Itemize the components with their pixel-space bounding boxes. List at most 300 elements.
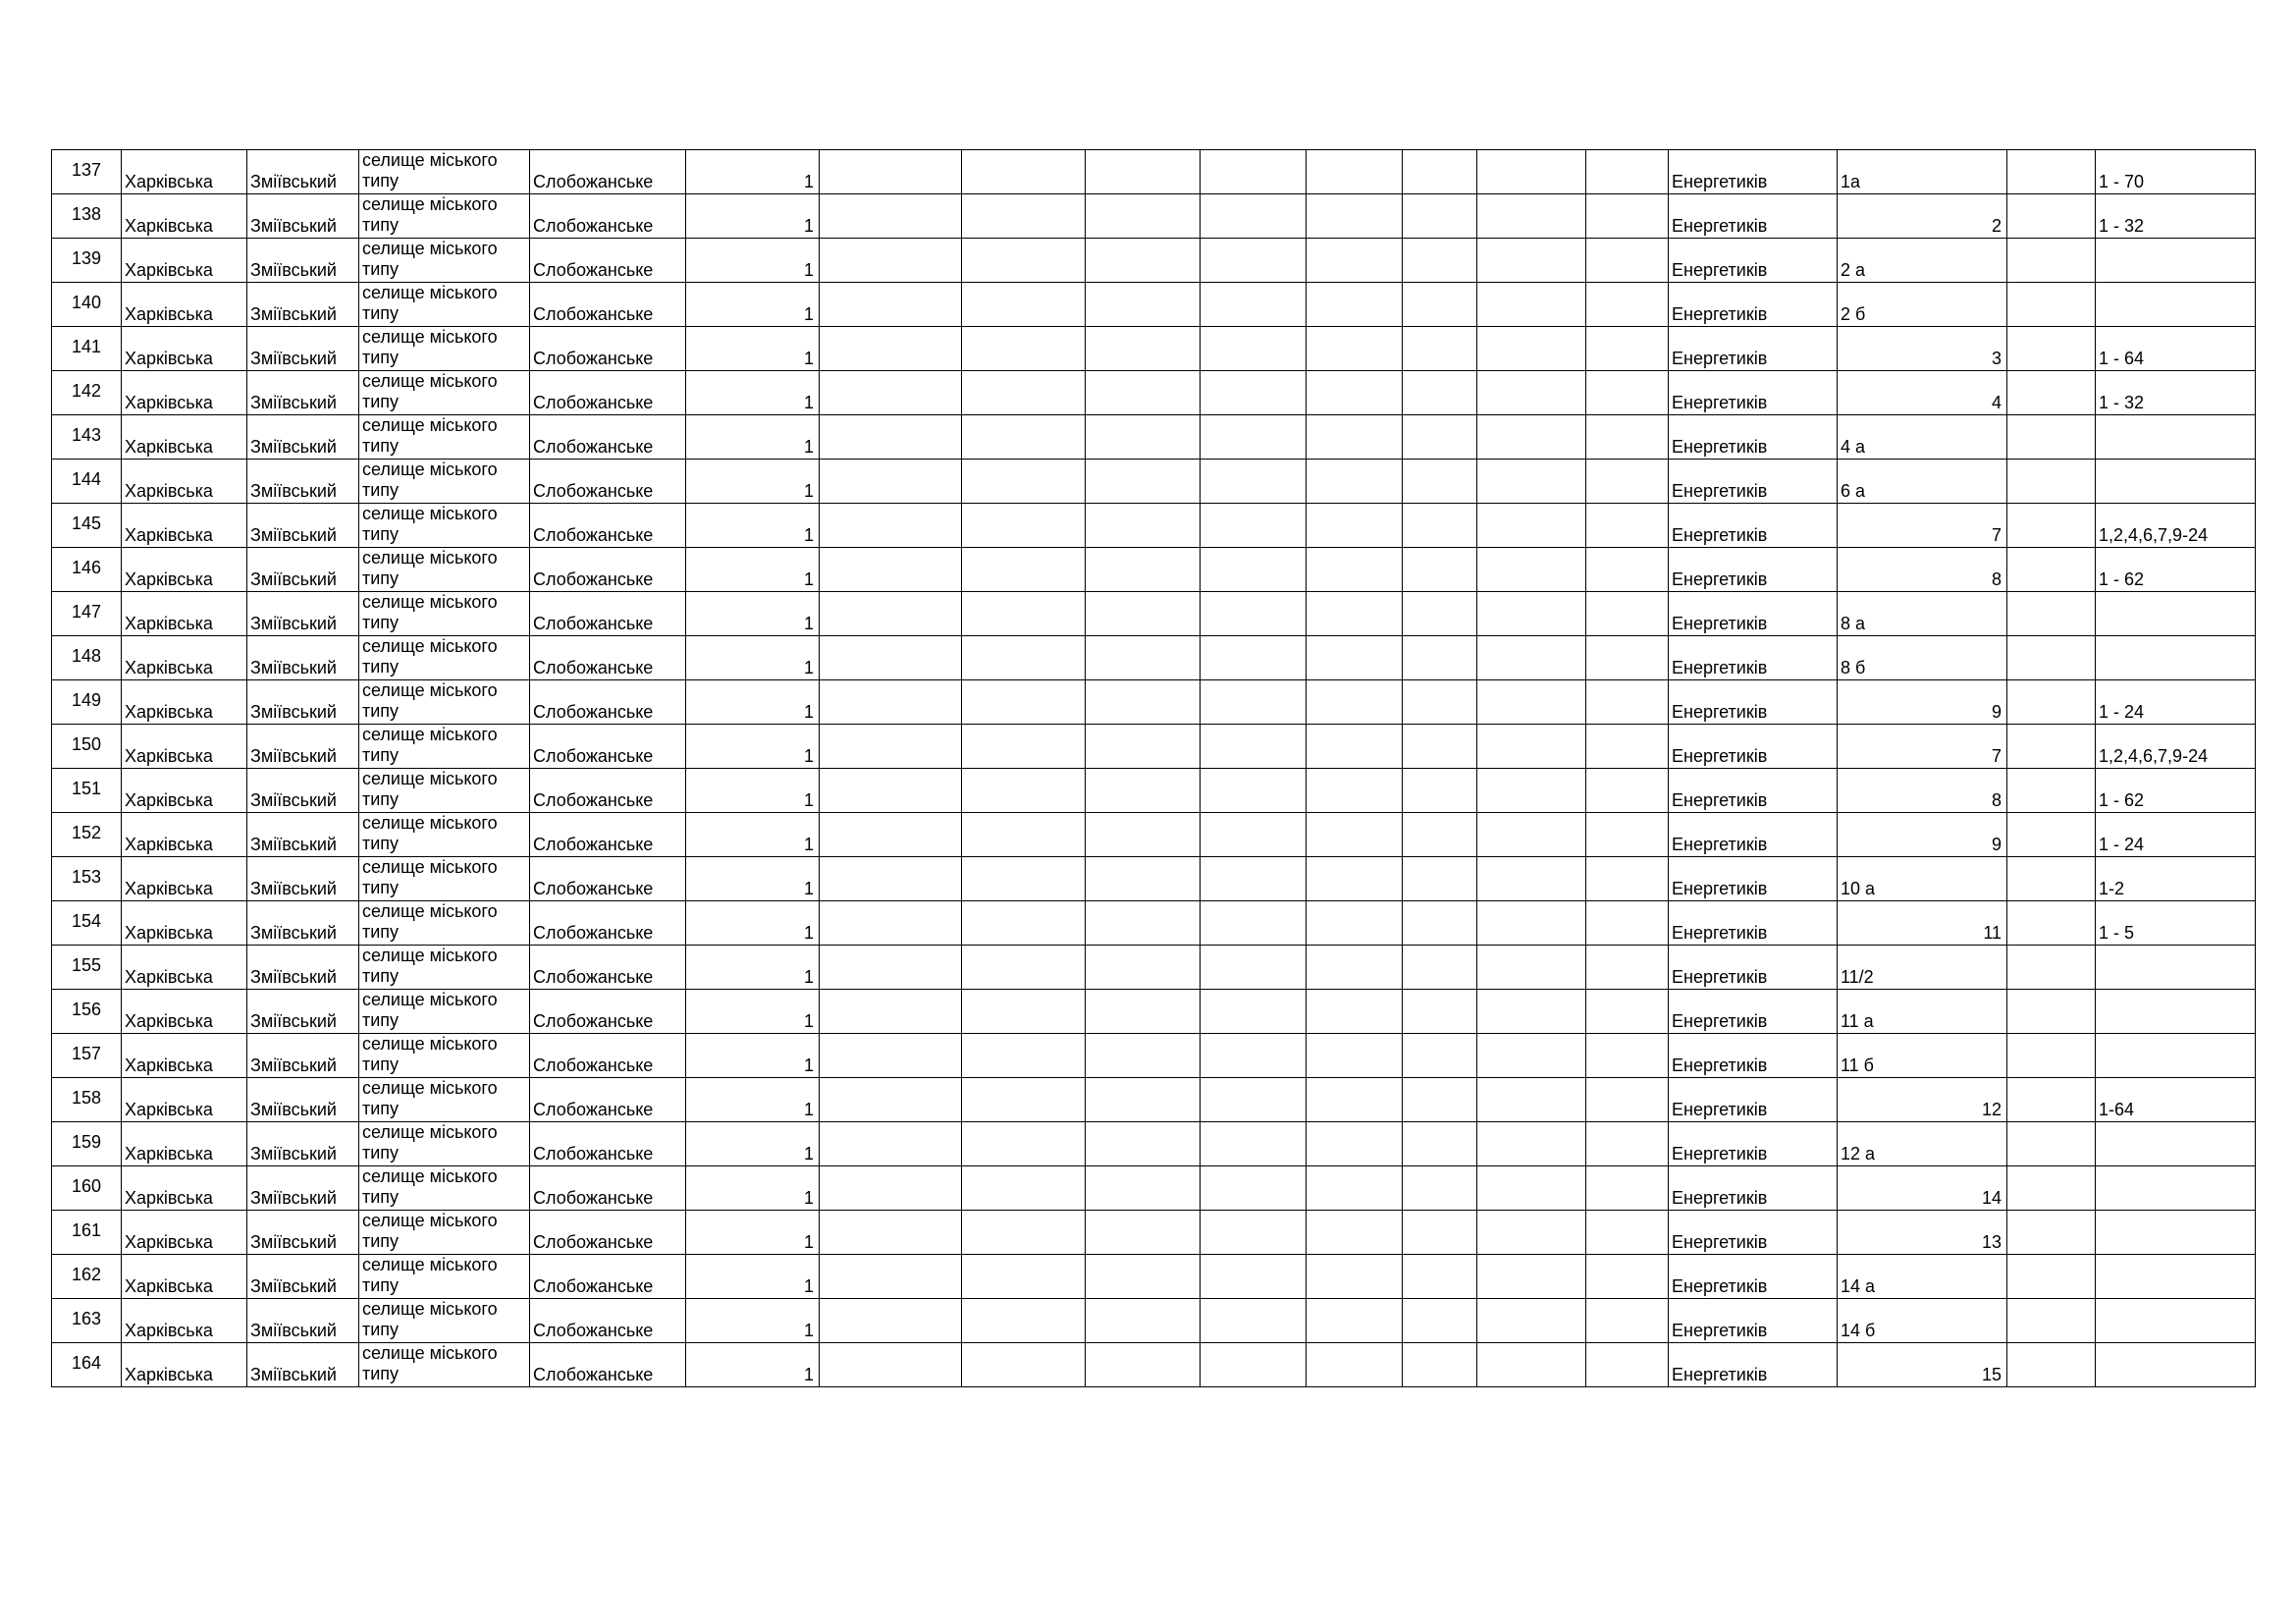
oblast-cell: Харківська [122, 1034, 247, 1078]
empty-cell [820, 1078, 962, 1122]
empty-cell [962, 460, 1086, 504]
empty-cell [1403, 150, 1477, 194]
empty-cell [2007, 636, 2096, 680]
oblast-cell: Харківська [122, 680, 247, 725]
table-body [52, 150, 2256, 1387]
empty-cell [2007, 769, 2096, 813]
empty-cell [1307, 857, 1403, 901]
apartments-cell: 1 - 32 [2096, 194, 2256, 239]
street-cell: Енергетиків [1669, 194, 1838, 239]
apartments-cell [2096, 283, 2256, 327]
empty-cell [1477, 150, 1586, 194]
empty-cell [2007, 504, 2096, 548]
empty-cell [820, 1299, 962, 1343]
oblast-cell: Харківська [122, 1299, 247, 1343]
settlement-type-cell: селище міського типу [359, 769, 530, 813]
settlement-name-cell: Слобожанське [530, 371, 686, 415]
empty-cell [1586, 680, 1669, 725]
empty-cell [1307, 371, 1403, 415]
empty-cell [2007, 946, 2096, 990]
oblast-cell: Харківська [122, 150, 247, 194]
oblast-cell: Харківська [122, 1255, 247, 1299]
empty-cell [2007, 680, 2096, 725]
house-number-cell: 8 [1838, 548, 2007, 592]
empty-cell [962, 1122, 1086, 1166]
empty-cell [1307, 460, 1403, 504]
empty-cell [1307, 415, 1403, 460]
empty-cell [1477, 592, 1586, 636]
settlement-type-cell: селище міського типу [359, 194, 530, 239]
settlement-name-cell: Слобожанське [530, 1078, 686, 1122]
street-cell: Енергетиків [1669, 769, 1838, 813]
raion-cell: Зміївський [247, 1122, 359, 1166]
empty-cell [2007, 194, 2096, 239]
street-cell: Енергетиків [1669, 327, 1838, 371]
count-cell: 1 [686, 725, 820, 769]
empty-cell [1086, 1078, 1201, 1122]
settlement-type-cell: селище міського типу [359, 150, 530, 194]
empty-cell [820, 680, 962, 725]
table-row [52, 901, 2256, 946]
raion-cell: Зміївський [247, 1211, 359, 1255]
oblast-cell: Харківська [122, 371, 247, 415]
settlement-type-cell: селище міського типу [359, 460, 530, 504]
empty-cell [820, 769, 962, 813]
empty-cell [962, 239, 1086, 283]
street-cell: Енергетиків [1669, 680, 1838, 725]
empty-cell [1477, 680, 1586, 725]
empty-cell [1586, 1034, 1669, 1078]
settlement-name-cell: Слобожанське [530, 504, 686, 548]
empty-cell [2007, 1122, 2096, 1166]
street-cell: Енергетиків [1669, 1343, 1838, 1387]
raion-cell: Зміївський [247, 283, 359, 327]
empty-cell [962, 1211, 1086, 1255]
row-number-cell: 154 [52, 901, 122, 946]
count-cell: 1 [686, 283, 820, 327]
empty-cell [1477, 371, 1586, 415]
house-number-cell: 14 [1838, 1166, 2007, 1211]
empty-cell [1086, 946, 1201, 990]
oblast-cell: Харківська [122, 769, 247, 813]
empty-cell [1403, 813, 1477, 857]
street-cell: Енергетиків [1669, 548, 1838, 592]
empty-cell [1586, 1078, 1669, 1122]
empty-cell [1586, 769, 1669, 813]
table-row [52, 371, 2256, 415]
empty-cell [820, 636, 962, 680]
count-cell: 1 [686, 327, 820, 371]
empty-cell [2007, 1343, 2096, 1387]
raion-cell: Зміївський [247, 194, 359, 239]
empty-cell [962, 680, 1086, 725]
oblast-cell: Харківська [122, 1078, 247, 1122]
row-number-cell: 142 [52, 371, 122, 415]
empty-cell [962, 769, 1086, 813]
empty-cell [1586, 371, 1669, 415]
empty-cell [2007, 415, 2096, 460]
empty-cell [820, 150, 962, 194]
raion-cell: Зміївський [247, 1343, 359, 1387]
empty-cell [962, 371, 1086, 415]
apartments-cell: 1,2,4,6,7,9-24 [2096, 504, 2256, 548]
house-number-cell: 12 а [1838, 1122, 2007, 1166]
settlement-name-cell: Слобожанське [530, 1343, 686, 1387]
settlement-name-cell: Слобожанське [530, 283, 686, 327]
empty-cell [1086, 504, 1201, 548]
empty-cell [1307, 1166, 1403, 1211]
empty-cell [1403, 371, 1477, 415]
street-cell: Енергетиків [1669, 946, 1838, 990]
empty-cell [2007, 283, 2096, 327]
street-cell: Енергетиків [1669, 371, 1838, 415]
house-number-cell: 9 [1838, 680, 2007, 725]
empty-cell [1403, 239, 1477, 283]
street-cell: Енергетиків [1669, 460, 1838, 504]
house-number-cell: 4 [1838, 371, 2007, 415]
settlement-type-cell: селище міського типу [359, 1343, 530, 1387]
apartments-cell: 1-2 [2096, 857, 2256, 901]
apartments-cell [2096, 636, 2256, 680]
empty-cell [1307, 1299, 1403, 1343]
empty-cell [962, 548, 1086, 592]
oblast-cell: Харківська [122, 460, 247, 504]
empty-cell [820, 371, 962, 415]
empty-cell [1201, 371, 1307, 415]
house-number-cell: 1а [1838, 150, 2007, 194]
empty-cell [1477, 857, 1586, 901]
empty-cell [820, 548, 962, 592]
empty-cell [1403, 283, 1477, 327]
apartments-cell: 1 - 62 [2096, 769, 2256, 813]
table-row [52, 1255, 2256, 1299]
raion-cell: Зміївський [247, 592, 359, 636]
empty-cell [1307, 1211, 1403, 1255]
empty-cell [1201, 636, 1307, 680]
apartments-cell [2096, 415, 2256, 460]
street-cell: Енергетиків [1669, 283, 1838, 327]
empty-cell [1086, 150, 1201, 194]
settlement-name-cell: Слобожанське [530, 769, 686, 813]
empty-cell [1086, 548, 1201, 592]
empty-cell [1086, 327, 1201, 371]
empty-cell [1586, 504, 1669, 548]
oblast-cell: Харківська [122, 1211, 247, 1255]
empty-cell [1403, 901, 1477, 946]
empty-cell [962, 813, 1086, 857]
house-number-cell: 15 [1838, 1343, 2007, 1387]
empty-cell [1201, 1343, 1307, 1387]
oblast-cell: Харківська [122, 1166, 247, 1211]
empty-cell [1586, 1343, 1669, 1387]
raion-cell: Зміївський [247, 1299, 359, 1343]
empty-cell [2007, 239, 2096, 283]
raion-cell: Зміївський [247, 636, 359, 680]
house-number-cell: 13 [1838, 1211, 2007, 1255]
empty-cell [1307, 636, 1403, 680]
street-cell: Енергетиків [1669, 990, 1838, 1034]
table-row [52, 194, 2256, 239]
empty-cell [1586, 1299, 1669, 1343]
apartments-cell [2096, 1211, 2256, 1255]
empty-cell [1307, 592, 1403, 636]
table-row [52, 990, 2256, 1034]
empty-cell [1477, 1343, 1586, 1387]
empty-cell [1477, 1034, 1586, 1078]
count-cell: 1 [686, 1078, 820, 1122]
row-number-cell: 152 [52, 813, 122, 857]
empty-cell [1086, 415, 1201, 460]
settlement-name-cell: Слобожанське [530, 813, 686, 857]
street-cell: Енергетиків [1669, 592, 1838, 636]
apartments-cell [2096, 990, 2256, 1034]
settlement-type-cell: селище міського типу [359, 371, 530, 415]
empty-cell [1586, 1211, 1669, 1255]
empty-cell [1307, 1255, 1403, 1299]
table-row [52, 150, 2256, 194]
address-table [51, 149, 2256, 1387]
empty-cell [2007, 1078, 2096, 1122]
empty-cell [962, 150, 1086, 194]
empty-cell [1086, 1299, 1201, 1343]
street-cell: Енергетиків [1669, 1211, 1838, 1255]
empty-cell [1201, 504, 1307, 548]
oblast-cell: Харківська [122, 548, 247, 592]
settlement-name-cell: Слобожанське [530, 194, 686, 239]
empty-cell [962, 1299, 1086, 1343]
oblast-cell: Харківська [122, 592, 247, 636]
empty-cell [1307, 990, 1403, 1034]
empty-cell [1307, 813, 1403, 857]
raion-cell: Зміївський [247, 857, 359, 901]
empty-cell [1086, 1034, 1201, 1078]
apartments-cell [2096, 1255, 2256, 1299]
empty-cell [1586, 857, 1669, 901]
empty-cell [1201, 460, 1307, 504]
settlement-type-cell: селище міського типу [359, 1078, 530, 1122]
raion-cell: Зміївський [247, 239, 359, 283]
empty-cell [962, 415, 1086, 460]
empty-cell [1086, 460, 1201, 504]
empty-cell [962, 1034, 1086, 1078]
empty-cell [962, 990, 1086, 1034]
row-number-cell: 163 [52, 1299, 122, 1343]
oblast-cell: Харківська [122, 504, 247, 548]
empty-cell [962, 327, 1086, 371]
table-row [52, 1078, 2256, 1122]
empty-cell [1586, 592, 1669, 636]
empty-cell [1086, 194, 1201, 239]
empty-cell [1201, 150, 1307, 194]
empty-cell [1477, 1211, 1586, 1255]
oblast-cell: Харківська [122, 901, 247, 946]
empty-cell [1086, 680, 1201, 725]
empty-cell [962, 857, 1086, 901]
empty-cell [962, 946, 1086, 990]
empty-cell [1086, 857, 1201, 901]
empty-cell [2007, 1166, 2096, 1211]
empty-cell [820, 283, 962, 327]
count-cell: 1 [686, 1166, 820, 1211]
empty-cell [1477, 548, 1586, 592]
empty-cell [1477, 769, 1586, 813]
empty-cell [820, 1166, 962, 1211]
table-row [52, 548, 2256, 592]
row-number-cell: 138 [52, 194, 122, 239]
row-number-cell: 162 [52, 1255, 122, 1299]
empty-cell [2007, 592, 2096, 636]
table-row [52, 327, 2256, 371]
empty-cell [1201, 946, 1307, 990]
row-number-cell: 148 [52, 636, 122, 680]
table-row [52, 1166, 2256, 1211]
empty-cell [1086, 769, 1201, 813]
empty-cell [1586, 239, 1669, 283]
raion-cell: Зміївський [247, 327, 359, 371]
apartments-cell [2096, 1122, 2256, 1166]
apartments-cell [2096, 239, 2256, 283]
settlement-name-cell: Слобожанське [530, 725, 686, 769]
row-number-cell: 140 [52, 283, 122, 327]
empty-cell [820, 504, 962, 548]
oblast-cell: Харківська [122, 194, 247, 239]
raion-cell: Зміївський [247, 769, 359, 813]
apartments-cell: 1-64 [2096, 1078, 2256, 1122]
settlement-type-cell: селище міського типу [359, 813, 530, 857]
empty-cell [1477, 1299, 1586, 1343]
settlement-type-cell: селище міського типу [359, 327, 530, 371]
settlement-type-cell: селище міського типу [359, 901, 530, 946]
empty-cell [1086, 1166, 1201, 1211]
empty-cell [1477, 990, 1586, 1034]
street-cell: Енергетиків [1669, 1078, 1838, 1122]
empty-cell [1586, 194, 1669, 239]
empty-cell [962, 592, 1086, 636]
settlement-name-cell: Слобожанське [530, 857, 686, 901]
oblast-cell: Харківська [122, 283, 247, 327]
empty-cell [1201, 592, 1307, 636]
settlement-type-cell: селище міського типу [359, 504, 530, 548]
house-number-cell: 10 а [1838, 857, 2007, 901]
empty-cell [1307, 327, 1403, 371]
settlement-type-cell: селище міського типу [359, 1166, 530, 1211]
count-cell: 1 [686, 371, 820, 415]
empty-cell [820, 725, 962, 769]
empty-cell [1477, 194, 1586, 239]
empty-cell [1201, 415, 1307, 460]
count-cell: 1 [686, 1299, 820, 1343]
empty-cell [962, 504, 1086, 548]
raion-cell: Зміївський [247, 548, 359, 592]
empty-cell [962, 194, 1086, 239]
empty-cell [1086, 636, 1201, 680]
street-cell: Енергетиків [1669, 636, 1838, 680]
house-number-cell: 11 б [1838, 1034, 2007, 1078]
empty-cell [1201, 725, 1307, 769]
settlement-name-cell: Слобожанське [530, 239, 686, 283]
table-row [52, 769, 2256, 813]
oblast-cell: Харківська [122, 327, 247, 371]
count-cell: 1 [686, 548, 820, 592]
empty-cell [1307, 548, 1403, 592]
empty-cell [2007, 327, 2096, 371]
row-number-cell: 147 [52, 592, 122, 636]
empty-cell [1201, 1034, 1307, 1078]
count-cell: 1 [686, 813, 820, 857]
empty-cell [1586, 548, 1669, 592]
row-number-cell: 157 [52, 1034, 122, 1078]
house-number-cell: 6 а [1838, 460, 2007, 504]
empty-cell [2007, 1255, 2096, 1299]
empty-cell [1403, 636, 1477, 680]
empty-cell [1403, 857, 1477, 901]
empty-cell [1307, 769, 1403, 813]
empty-cell [1086, 990, 1201, 1034]
table-row [52, 1299, 2256, 1343]
empty-cell [820, 990, 962, 1034]
table-row [52, 636, 2256, 680]
empty-cell [1586, 415, 1669, 460]
street-cell: Енергетиків [1669, 1255, 1838, 1299]
apartments-cell [2096, 1299, 2256, 1343]
settlement-type-cell: селище міського типу [359, 1255, 530, 1299]
count-cell: 1 [686, 150, 820, 194]
raion-cell: Зміївський [247, 680, 359, 725]
row-number-cell: 139 [52, 239, 122, 283]
house-number-cell: 14 а [1838, 1255, 2007, 1299]
empty-cell [1201, 194, 1307, 239]
empty-cell [2007, 901, 2096, 946]
empty-cell [1586, 946, 1669, 990]
settlement-type-cell: селище міського типу [359, 592, 530, 636]
apartments-cell [2096, 946, 2256, 990]
raion-cell: Зміївський [247, 460, 359, 504]
settlement-type-cell: селище міського типу [359, 1211, 530, 1255]
settlement-name-cell: Слобожанське [530, 1299, 686, 1343]
row-number-cell: 160 [52, 1166, 122, 1211]
empty-cell [2007, 548, 2096, 592]
settlement-name-cell: Слобожанське [530, 1122, 686, 1166]
count-cell: 1 [686, 1255, 820, 1299]
house-number-cell: 8 [1838, 769, 2007, 813]
street-cell: Енергетиків [1669, 725, 1838, 769]
table-row [52, 415, 2256, 460]
settlement-type-cell: селище міського типу [359, 680, 530, 725]
empty-cell [1477, 327, 1586, 371]
settlement-type-cell: селище міського типу [359, 725, 530, 769]
settlement-name-cell: Слобожанське [530, 548, 686, 592]
empty-cell [1477, 1078, 1586, 1122]
empty-cell [962, 725, 1086, 769]
empty-cell [1403, 1343, 1477, 1387]
empty-cell [2007, 813, 2096, 857]
house-number-cell: 9 [1838, 813, 2007, 857]
row-number-cell: 137 [52, 150, 122, 194]
empty-cell [1201, 283, 1307, 327]
apartments-cell: 1,2,4,6,7,9-24 [2096, 725, 2256, 769]
empty-cell [962, 1166, 1086, 1211]
empty-cell [1201, 1255, 1307, 1299]
count-cell: 1 [686, 460, 820, 504]
table-row [52, 239, 2256, 283]
row-number-cell: 144 [52, 460, 122, 504]
empty-cell [1086, 239, 1201, 283]
empty-cell [1086, 1211, 1201, 1255]
settlement-type-cell: селище міського типу [359, 946, 530, 990]
empty-cell [820, 1343, 962, 1387]
house-number-cell: 2 б [1838, 283, 2007, 327]
oblast-cell: Харківська [122, 1122, 247, 1166]
